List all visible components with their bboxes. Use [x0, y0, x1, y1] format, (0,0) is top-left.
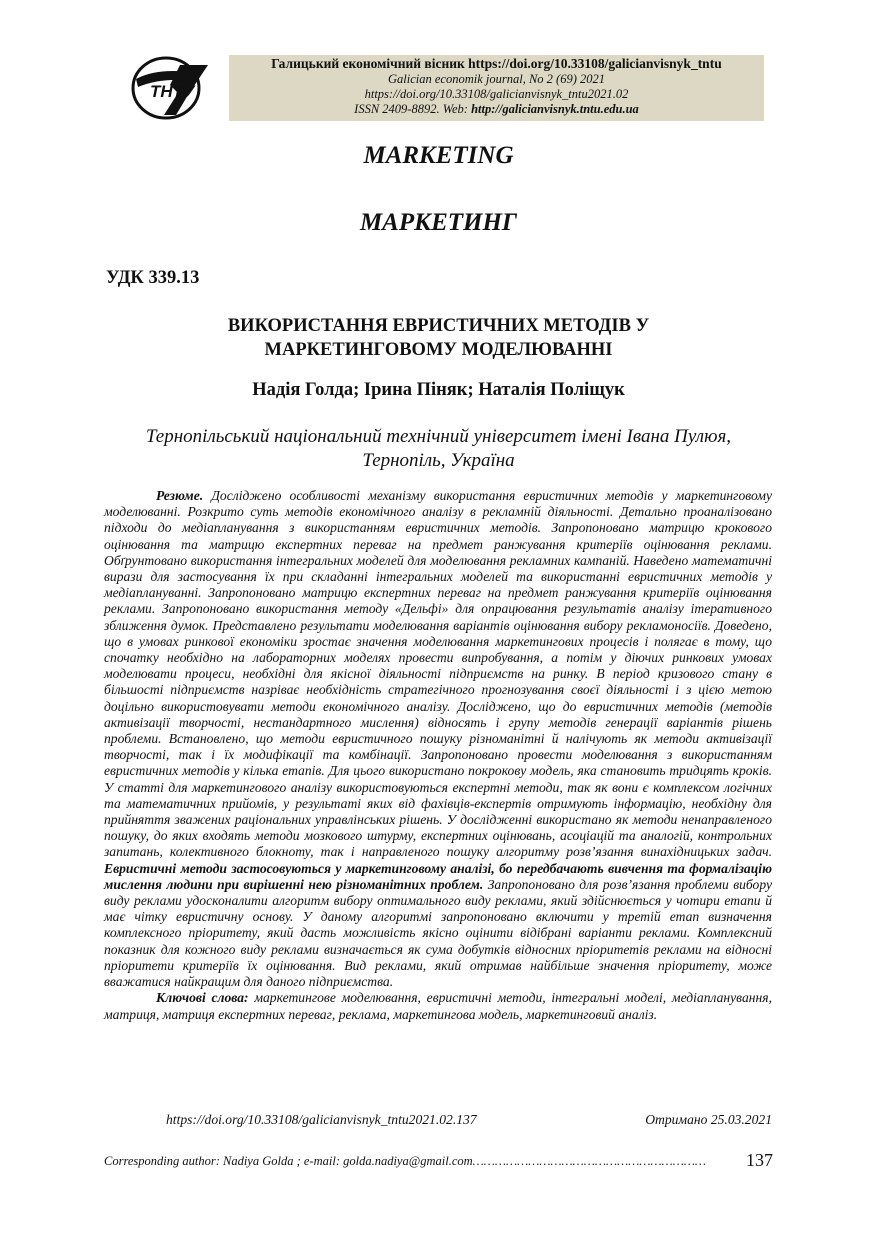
udc-code: УДК 339.13: [106, 268, 200, 288]
keywords-label: Ключові слова:: [156, 990, 249, 1006]
affiliation: [0, 425, 877, 473]
keywords-text: маркетингове моделювання, евристичні методи, інтегральні моделі, медіапланування, матриця, матриця експертних переваг, реклама, маркетингова модель, маркетинговий аналіз.: [104, 990, 772, 1022]
abstract: [104, 488, 772, 1023]
abstract-text-2: Запропоновано для розв’язання проблеми вибору виду реклами удосконалити алгоритм вибору оптимального виду реклами, який здійснюється у чотири етапи й має чітку евристичну основу. У даному алгоритмі запропоновано включити у третій етап визначення комплексного пріоритету, який дасть можливість якісно оцінити відібрані варіанти реклами. Комплексний показник для кожного виду реклами визначається як сума добутків відносних пріоритетів реклами на відносні пріоритети критеріїв їх оцінювання. Вид реклами, який отримав найбільше значення пріоритету, може вважатися найкращим для даного підприємства.: [104, 876, 772, 990]
affiliation-line-1: Тернопільський національний технічний університет імені Івана Пулюя,: [145, 426, 732, 447]
abstract-label: Резюме.: [156, 488, 204, 503]
journal-header: [229, 55, 764, 121]
issn-text: ISSN 2409-8892. Web:: [354, 102, 472, 116]
section-title-en: MARKETING: [363, 142, 514, 169]
received-date: Отримано 25.03.2021: [645, 1112, 772, 1127]
article-title-line-1: ВИКОРИСТАННЯ ЕВРИСТИЧНИХ МЕТОДІВ У: [227, 316, 650, 336]
journal-doi-line: https://doi.org/10.33108/galicianvisnyk_tntu2021.02: [364, 87, 629, 101]
abstract-bold-text: Евристичні методи застосовуються у маркетинговому аналізі, бо передбачають вивчення та формалізацію мислення людини при вирішенні нею різноманітних проблем.: [104, 860, 772, 892]
article-doi[interactable]: https://doi.org/10.33108/galicianvisnyk_tntu2021.02.137: [166, 1112, 477, 1127]
article-title-line-2: МАРКЕТИНГОВОМУ МОДЕЛЮВАННІ: [264, 340, 613, 360]
journal-web-link[interactable]: http://galicianvisnyk.tntu.edu.ua: [471, 102, 639, 116]
journal-issn-line: [229, 102, 764, 117]
journal-logo: [128, 55, 212, 121]
page-number: 137: [746, 1150, 773, 1170]
journal-title-line: Галицький економічний вісник https://doi.org/10.33108/galicianvisnyk_tntu: [271, 56, 722, 71]
abstract-paragraph: [104, 488, 772, 990]
authors: Надія Голда; Ірина Піняк; Наталія Поліщук: [252, 380, 625, 400]
affiliation-line-2: Тернопіль, Україна: [362, 450, 515, 471]
corresponding-author: Corresponding author: Nadiya Golda ; e-mail: golda.nadiya@gmail.com………………………………………………………: [104, 1154, 707, 1168]
abstract-text-1: Досліджено особливості механізму використання евристичних методів у маркетинговому моделюванні. Розкрито суть методів економічного аналізу в рекламній діяльності. Детально проаналізовано підходи до медіапланування з використанням евристичних методів. Запропоновано матрицю крокового оцінювання та матрицю експертних переваг на предмет ранжування критеріїв оцінювання реклами. Обґрунтовано використання інтегральних моделей для моделювання рекламних кампаній. Наведено математичні вирази для застосування їх при складанні інтегральних моделей та використанні евристичних методів у медіаплануванні. Запропоновано матрицю експертних переваг на предмет ранжування критеріїв оцінювання реклами. Запропоновано використання методу «Дельфі» для опрацювання результатів аналізу ітеративного зближення думок. Представлено результати моделювання варіантів оцінювання вибору рекламоносіїв. Доведено, що в умовах ринкової економіки зростає значення моделювання маркетингових процесів і полягає в тому, що спочатку необхідно на лабораторних моделях провести випробування, а потім у діючих ринкових умовах моделювати процеси, необхідні для якісної діяльності підприємств на ринку. В період кризового стану в більшості підприємств назріває необхідність стратегічного прогнозування своєї діяльності і з цією метою доцільно використовувати методи економічного аналізу. Досліджено, що до евристичних методів (методів активізації творчості, нестандартного мислення) відносять і групу методів генерації варіантів рішень проблеми. Встановлено, що методи евристичного пошуку різноманітні й налічують як методи активізації творчості, так і їх модифікації та комбінації. Запропоновано провести моделювання з використанням евристичних методів у кілька етапів. Для цього використано покрокову модель, яка становить тридцять кроків. У статті для маркетингового аналізу використовуються експертні методи, так як вони є комплексом логічних та математичних прийомів, у результаті яких від фахівців-експертів отримують інформацію, необхідну для прийняття зважених раціональних управлінських рішень. У дослідженні використано як методи ненаправленого пошуку, до яких входять методи мозкового штурму, експертних оцінювань, асоціацій та аналогій, контрольних запитань, колективного блокноту, так і направленого пошуку алгоритму розв’язання винахідницьких задач.: [104, 488, 772, 860]
article-title: [0, 314, 877, 362]
logo-lettering: ТНТУ: [150, 82, 195, 101]
keywords-paragraph: [104, 990, 772, 1022]
journal-issue-line: Galician economik journal, No 2 (69) 2021: [388, 72, 605, 86]
section-title-ua: МАРКЕТИНГ: [359, 209, 518, 236]
